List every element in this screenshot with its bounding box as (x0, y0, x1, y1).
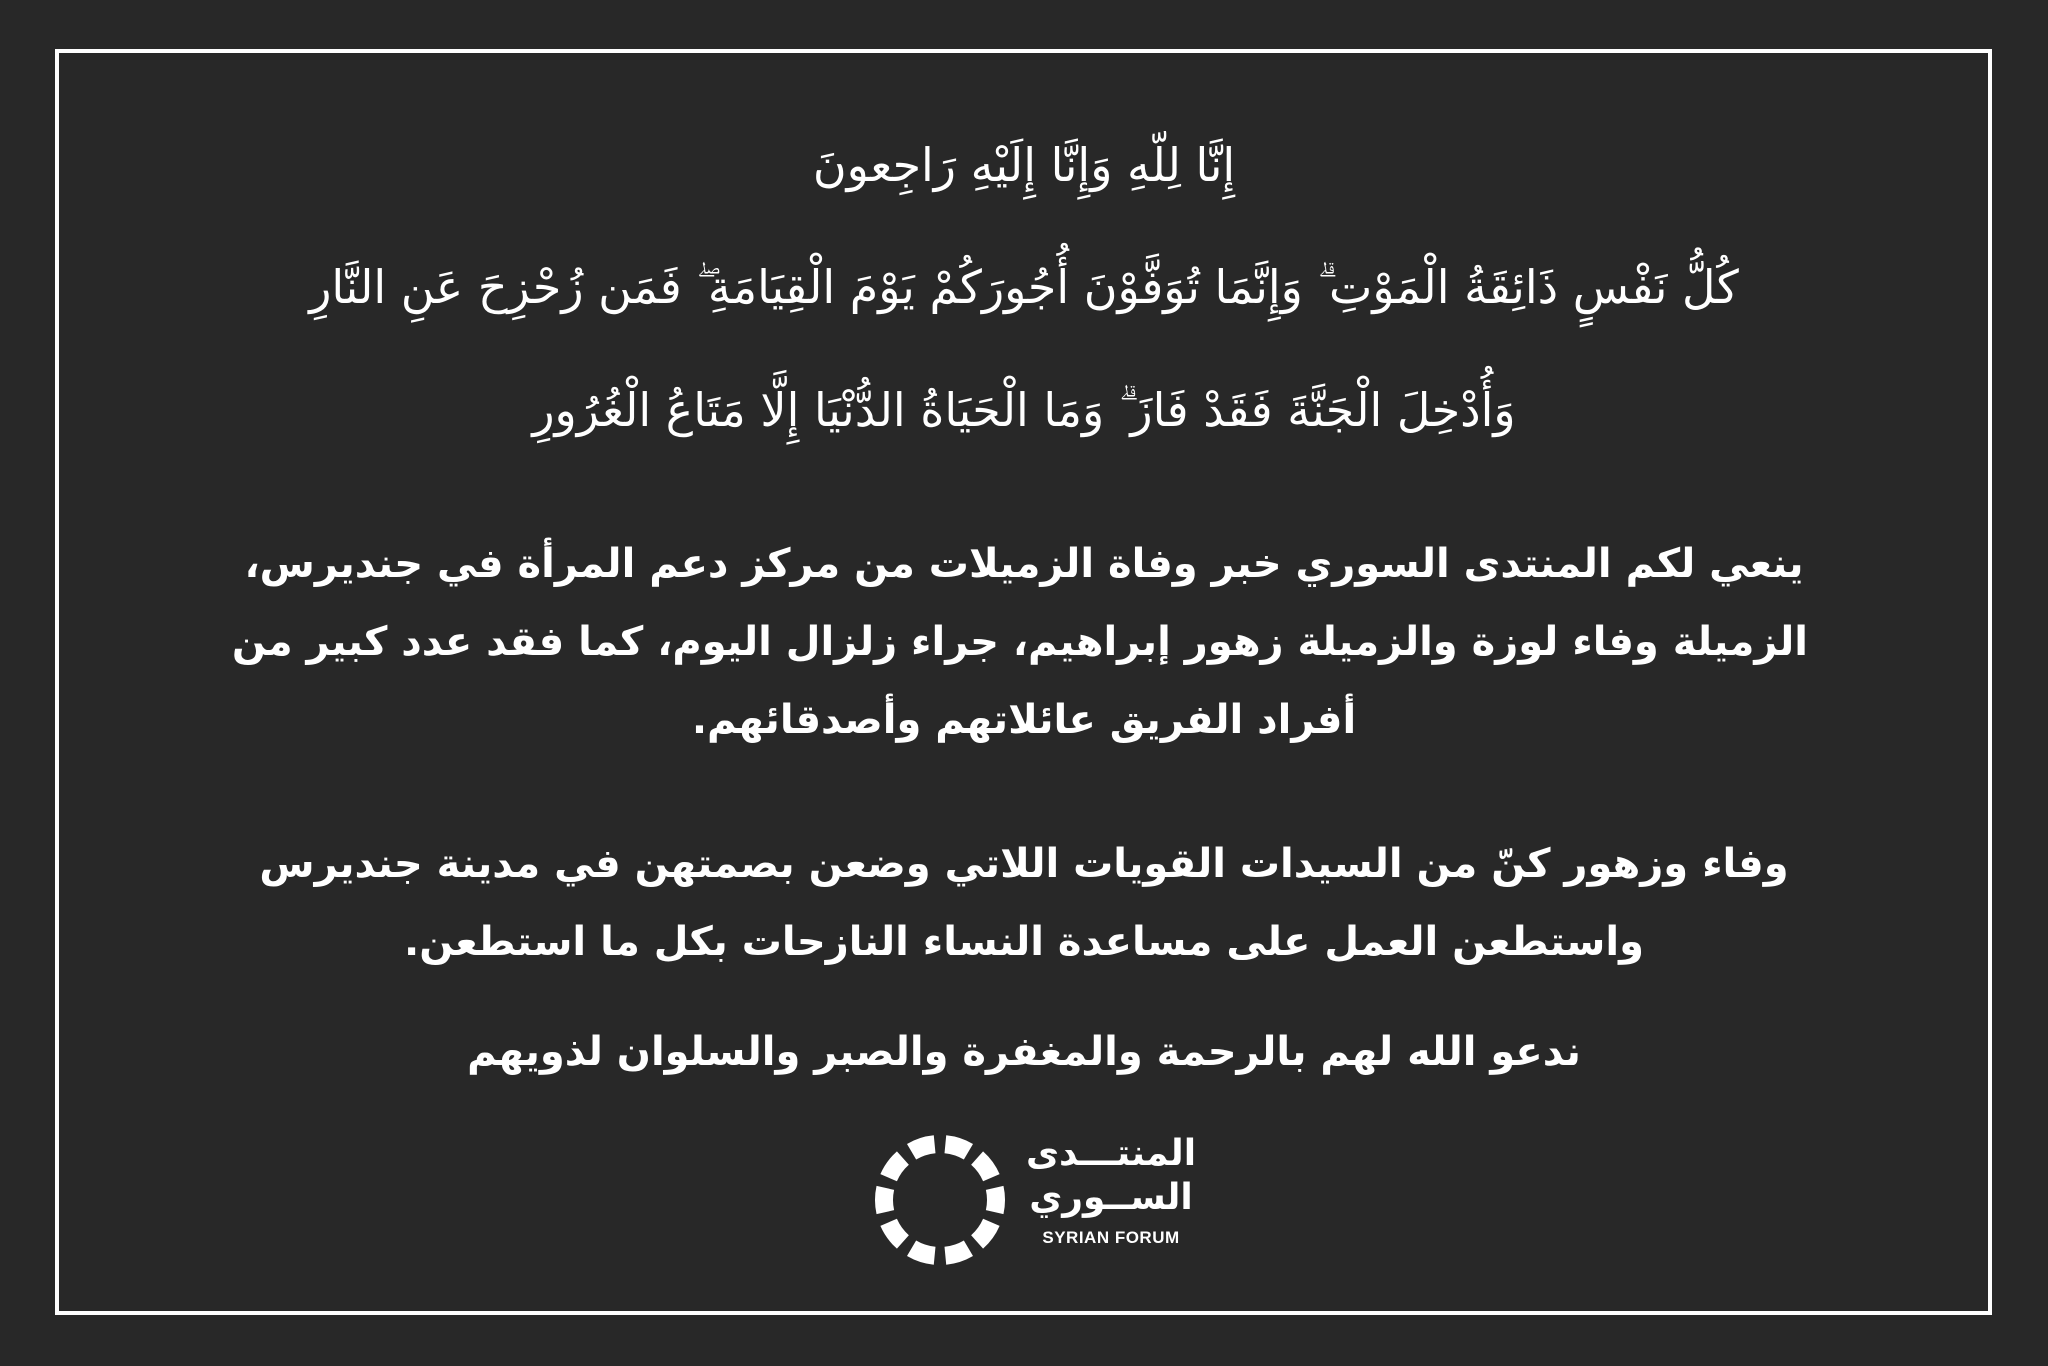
logo-ring-segment (912, 1144, 935, 1151)
tribute-line-1: وفاء وزهور كنّ من السيدات القويات اللاتي وضعن بصمتهن في مدينة جنديرس (259, 841, 1789, 887)
logo-ring-segment (945, 1248, 968, 1255)
tribute-line-2: واستطعن العمل على مساعدة النساء النازحات بكل ما استطعن. (404, 919, 1644, 965)
quran-verse-line-2: كُلُّ نَفْسٍ ذَائِقَةُ الْمَوْتِ ۗ وَإِنَّمَا تُوَفَّوْنَ أُجُورَكُمْ يَوْمَ الْقِيَامَةِ ۖ فَمَن زُحْزِحَ عَنِ النَّارِ (309, 260, 1739, 314)
logo-ring-segment (884, 1188, 885, 1212)
announcement-line-2: الزميلة وفاء لوزة والزميلة زهور إبراهيم، جراء زلزال اليوم، كما فقد عدد كبير من (231, 619, 1808, 665)
logo-arabic-line-1: المنتـــدى (1025, 1133, 1197, 1174)
syrian-forum-logo (870, 1130, 1200, 1270)
logo-arabic-line-2: الســوري (1029, 1177, 1193, 1218)
broken-circle-logo-icon (870, 1130, 1010, 1270)
logo-ring-segment (995, 1188, 996, 1212)
logo-ring-segment (977, 1158, 991, 1178)
logo-ring-segment (912, 1248, 935, 1255)
logo-ring-segment (889, 1158, 903, 1178)
announcement-line-3: أفراد الفريق عائلاتهم وأصدقائهم. (691, 697, 1357, 743)
logo-english-name: SYRIAN FORUM (1042, 1228, 1180, 1247)
logo-ring-segment (945, 1144, 968, 1151)
quran-verse-line-1: إِنَّا لِلّهِ وَإِنَّا إِلَيْهِ رَاجِعونَ (812, 138, 1236, 192)
quran-verse-line-3: وَأُدْخِلَ الْجَنَّةَ فَقَدْ فَازَ ۗ وَمَا الْحَيَاةُ الدُّنْيَا إِلَّا مَتَاعُ الْغُرُورِ (532, 383, 1516, 437)
logo-wordmark (1022, 1132, 1200, 1268)
logo-ring-segment (977, 1222, 991, 1242)
prayer-line: ندعو الله لهم بالرحمة والمغفرة والصبر والسلوان لذويهم (467, 1029, 1581, 1075)
announcement-paragraph (231, 525, 1808, 759)
logo-ring-segment (889, 1222, 903, 1242)
tribute-paragraph (240, 825, 1808, 981)
announcement-line-1: ينعي لكم المنتدى السوري خبر وفاة الزميلات من مركز دعم المرأة في جنديرس، (244, 541, 1804, 587)
